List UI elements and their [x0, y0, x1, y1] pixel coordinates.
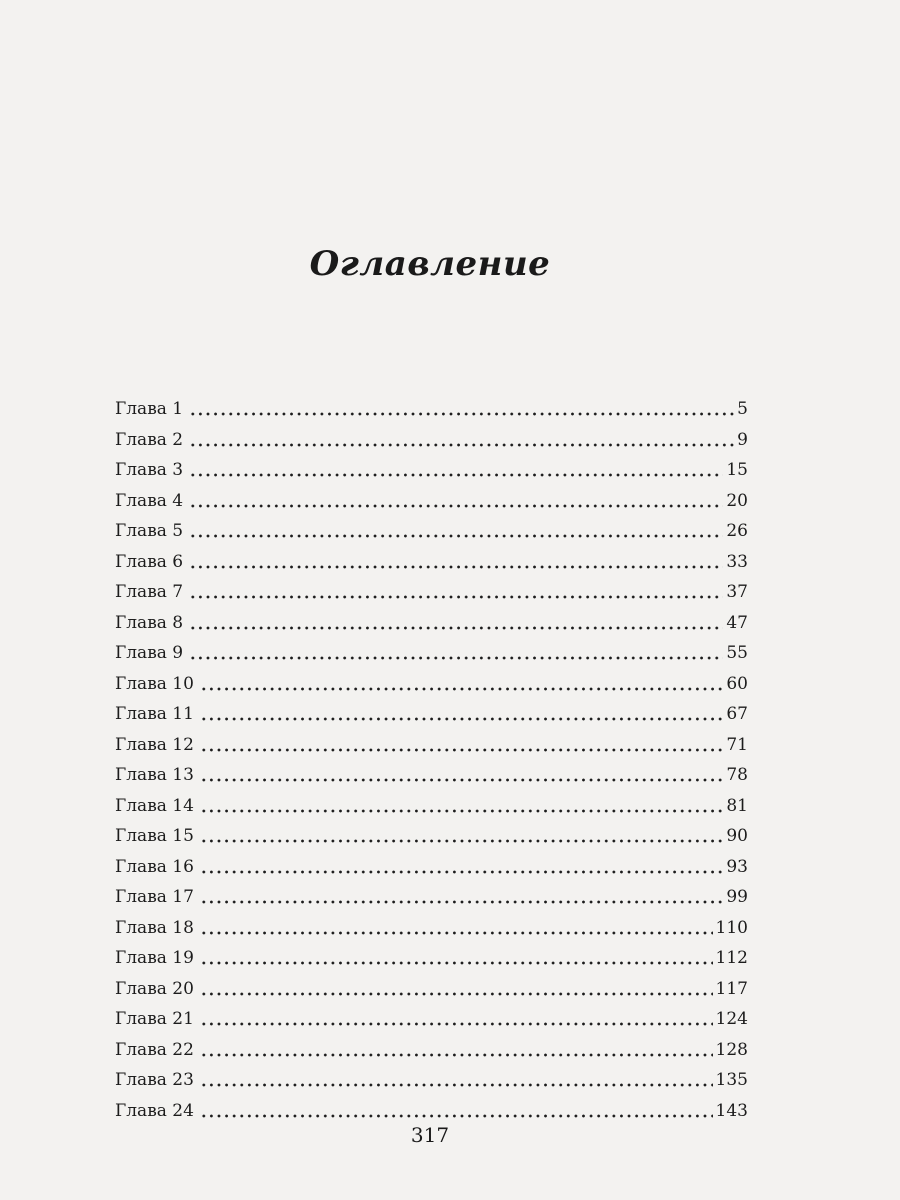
toc-entry	[115, 669, 748, 700]
toc-entry-page: 67	[726, 704, 748, 724]
toc-entry-page: 5	[737, 399, 748, 419]
toc-entry	[115, 882, 748, 913]
toc-entry-label: Глава 1	[115, 399, 184, 419]
toc-entry-page: 112	[715, 948, 748, 968]
toc-entry-label: Глава 5	[115, 521, 184, 541]
toc-entry	[115, 791, 748, 822]
toc-entry-page: 37	[726, 582, 748, 602]
toc-entry-page: 47	[726, 612, 748, 633]
dot-leader	[200, 1082, 713, 1088]
dot-leader	[200, 869, 723, 875]
toc-entry	[115, 1065, 748, 1096]
toc-entry-label: Глава 3	[115, 460, 184, 480]
toc-entry-label: Глава 20	[115, 978, 194, 999]
dot-leader	[200, 960, 713, 966]
toc-entry-page: 15	[726, 460, 748, 480]
toc-entry	[115, 1035, 748, 1066]
toc-entry-label: Глава 4	[115, 490, 184, 511]
toc-entry-label: Глава 19	[115, 948, 194, 968]
dot-leader	[200, 1052, 713, 1058]
table-of-contents	[115, 394, 748, 1126]
toc-entry-page: 93	[726, 856, 748, 877]
toc-entry	[115, 730, 748, 761]
toc-entry-page: 110	[715, 917, 748, 938]
toc-entry-label: Глава 15	[115, 826, 194, 846]
dot-leader	[200, 747, 723, 753]
toc-entry-label: Глава 16	[115, 856, 194, 877]
toc-entry-label: Глава 14	[115, 795, 194, 816]
toc-entry-page: 117	[715, 978, 748, 999]
toc-entry-label: Глава 2	[115, 429, 184, 450]
toc-entry-page: 135	[715, 1070, 748, 1090]
toc-entry-label: Глава 12	[115, 734, 194, 755]
dot-leader	[200, 808, 723, 814]
toc-entry	[115, 1004, 748, 1035]
toc-entry	[115, 516, 748, 547]
dot-leader	[189, 411, 734, 417]
dot-leader	[189, 594, 723, 600]
dot-leader	[189, 625, 723, 631]
toc-entry-page: 60	[726, 673, 748, 694]
dot-leader	[189, 503, 723, 509]
page-title: Оглавление	[309, 244, 551, 284]
toc-entry-page: 55	[726, 643, 748, 663]
dot-leader	[189, 472, 723, 478]
dot-leader	[189, 442, 734, 448]
toc-entry	[115, 638, 748, 669]
dot-leader	[200, 716, 723, 722]
toc-entry	[115, 974, 748, 1005]
toc-entry-page: 143	[715, 1100, 748, 1121]
toc-entry-page: 124	[715, 1009, 748, 1029]
toc-entry-label: Глава 18	[115, 917, 194, 938]
toc-entry-page: 33	[726, 551, 748, 572]
dot-leader	[200, 777, 723, 783]
toc-entry	[115, 486, 748, 517]
toc-entry-page: 9	[737, 429, 748, 450]
dot-leader	[200, 899, 723, 905]
toc-entry	[115, 608, 748, 639]
page-number: 317	[410, 1123, 450, 1147]
dot-leader	[200, 991, 713, 997]
dot-leader	[200, 1021, 713, 1027]
dot-leader	[200, 1113, 713, 1119]
toc-entry-label: Глава 22	[115, 1039, 194, 1060]
toc-entry	[115, 455, 748, 486]
toc-entry-page: 128	[715, 1039, 748, 1060]
toc-entry	[115, 852, 748, 883]
toc-entry-page: 20	[726, 490, 748, 511]
toc-entry-label: Глава 10	[115, 673, 194, 694]
toc-entry-page: 71	[726, 734, 748, 755]
toc-entry-label: Глава 23	[115, 1070, 194, 1090]
toc-entry-label: Глава 11	[115, 704, 194, 724]
dot-leader	[200, 686, 723, 692]
dot-leader	[200, 930, 713, 936]
toc-entry-label: Глава 21	[115, 1009, 194, 1029]
toc-entry-page: 90	[726, 826, 748, 846]
toc-entry-label: Глава 13	[115, 765, 194, 785]
toc-entry-page: 26	[726, 521, 748, 541]
toc-entry	[115, 699, 748, 730]
toc-entry	[115, 394, 748, 425]
toc-entry	[115, 577, 748, 608]
toc-entry-label: Глава 6	[115, 551, 184, 572]
dot-leader	[200, 838, 723, 844]
toc-entry-label: Глава 7	[115, 582, 184, 602]
dot-leader	[189, 533, 723, 539]
toc-entry	[115, 425, 748, 456]
toc-entry-label: Глава 17	[115, 887, 194, 907]
dot-leader	[189, 564, 723, 570]
toc-entry	[115, 1096, 748, 1127]
toc-entry-page: 81	[726, 795, 748, 816]
toc-entry	[115, 943, 748, 974]
toc-entry	[115, 821, 748, 852]
toc-entry-label: Глава 9	[115, 643, 184, 663]
toc-entry	[115, 760, 748, 791]
toc-entry-label: Глава 8	[115, 612, 184, 633]
toc-entry-label: Глава 24	[115, 1100, 194, 1121]
toc-entry-page: 78	[726, 765, 748, 785]
toc-entry	[115, 547, 748, 578]
toc-entry	[115, 913, 748, 944]
dot-leader	[189, 655, 723, 661]
toc-entry-page: 99	[726, 887, 748, 907]
